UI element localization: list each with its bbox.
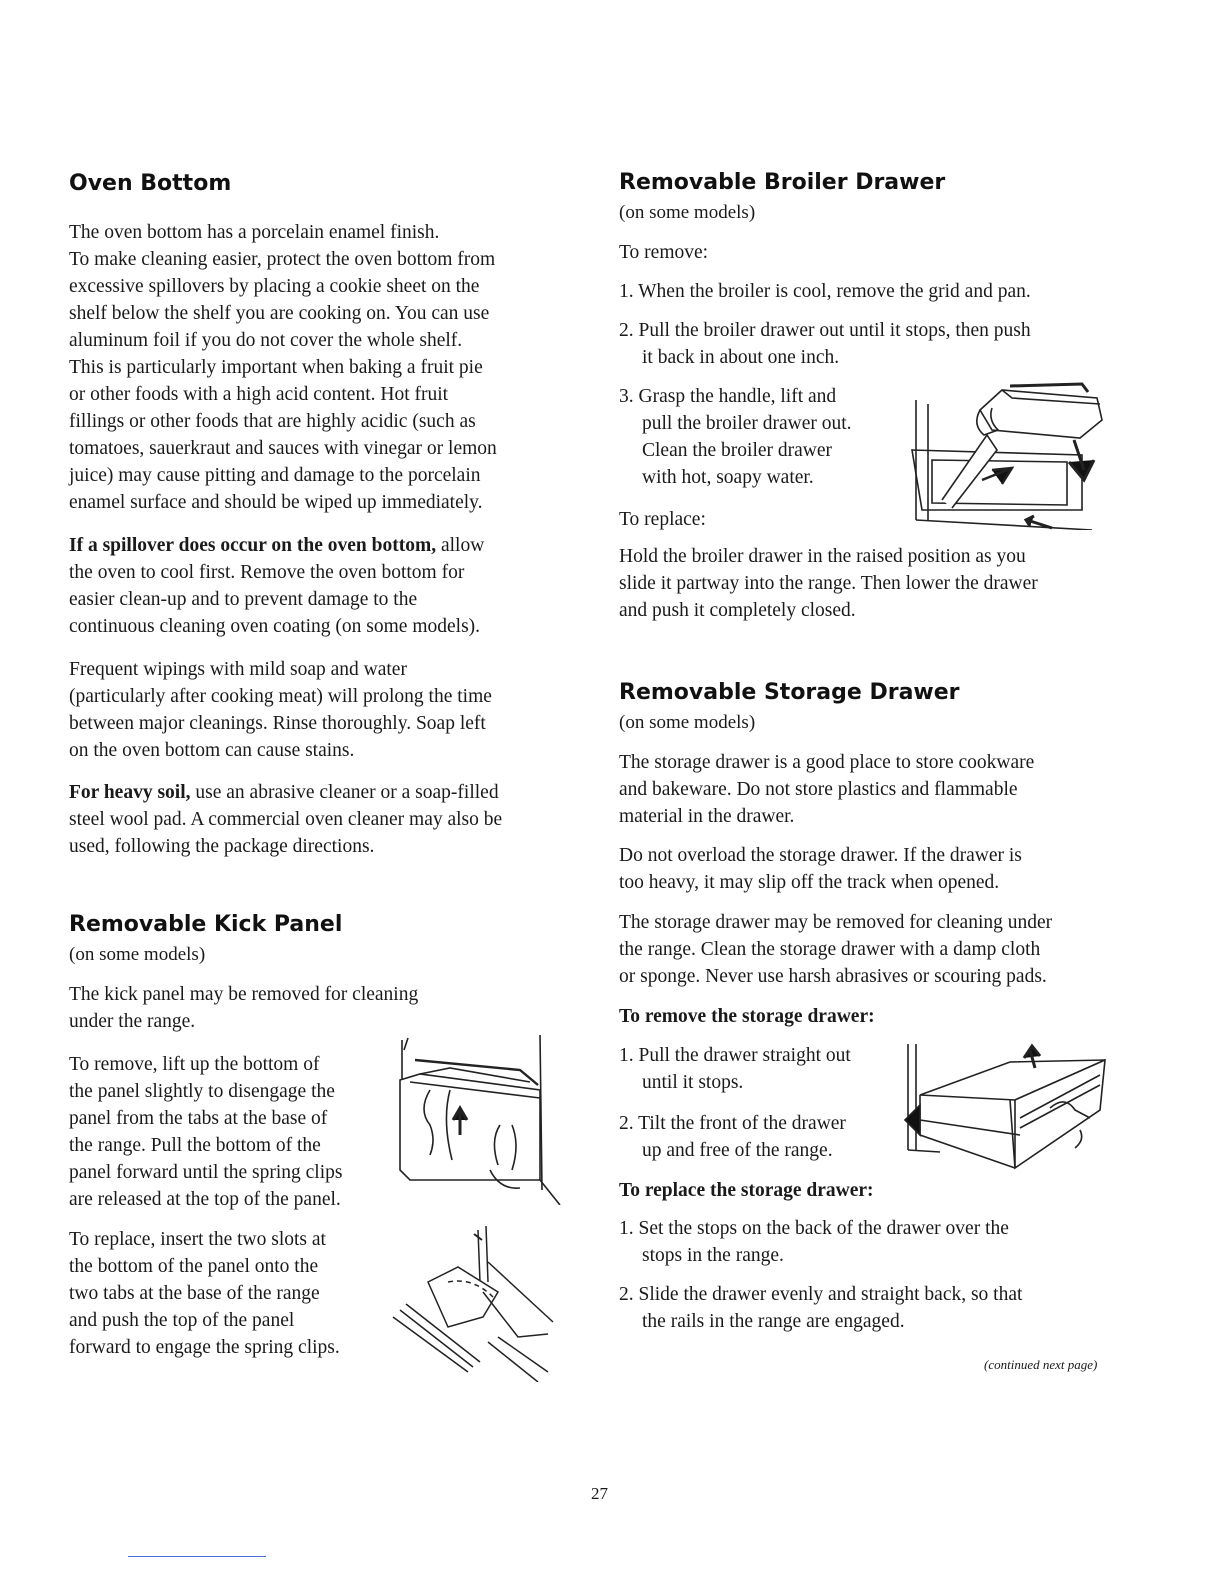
text-line: too heavy, it may slip off the track when opened. — [619, 872, 1000, 893]
text-line: This is particularly important when baking a fruit pie — [69, 357, 483, 378]
storage-drawer-illustration — [900, 1040, 1110, 1175]
bold-lead: For heavy soil, — [69, 782, 191, 803]
broiler-drawer-title: Removable Broiler Drawer — [619, 170, 946, 195]
list-item: Clean the broiler drawer — [642, 440, 833, 461]
text-line — [69, 533, 484, 560]
text-run: allow — [436, 535, 485, 556]
footer-rule — [128, 1556, 266, 1557]
text-line: and bakeware. Do not store plastics and flammable — [619, 779, 1018, 800]
text-run: To remove, — [69, 1054, 158, 1075]
text-line: The storage drawer may be removed for cleaning under — [619, 912, 1053, 933]
replace-storage-heading — [619, 1178, 874, 1205]
text-run: insert the two slots at — [155, 1229, 326, 1250]
list-item: until it stops. — [642, 1072, 744, 1093]
text-line: The kick panel may be removed for cleaning — [69, 984, 419, 1005]
list-item: 2. Pull the broiler drawer out until it stops, then push — [619, 320, 1031, 341]
list-item: stops in the range. — [642, 1245, 784, 1266]
list-item: 1. Set the stops on the back of the drawer over the — [619, 1218, 1009, 1239]
bold-heading: To replace the storage drawer: — [619, 1180, 874, 1201]
text-line: fillings or other foods that are highly acidic (such as — [69, 411, 476, 432]
text-line — [69, 780, 499, 807]
text-line: steel wool pad. A commercial oven cleaner may also be — [69, 809, 503, 830]
text-line: forward to engage the spring clips. — [69, 1337, 340, 1358]
text-line: panel from the tabs at the base of — [69, 1108, 328, 1129]
bold-heading: To remove the storage drawer: — [619, 1006, 875, 1027]
text-line: the range. Clean the storage drawer with a damp cloth — [619, 939, 1041, 960]
text-line: the bottom of the panel onto the — [69, 1256, 319, 1277]
text-line: Frequent wipings with mild soap and water — [69, 659, 407, 680]
text-line: Do not overload the storage drawer. If the drawer is — [619, 845, 1022, 866]
text-line: The storage drawer is a good place to store cookware — [619, 752, 1035, 773]
text-line: panel forward until the spring clips — [69, 1162, 343, 1183]
list-item: 3. Grasp the handle, lift and — [619, 386, 837, 407]
text-line: or sponge. Never use harsh abrasives or scouring pads. — [619, 966, 1047, 987]
kick-panel-subtitle: (on some models) — [69, 944, 206, 965]
text-line: aluminum foil if you do not cover the whole shelf. — [69, 330, 463, 351]
list-item: 2. Tilt the front of the drawer — [619, 1113, 846, 1134]
kick-panel-title: Removable Kick Panel — [69, 912, 343, 937]
text-line: are released at the top of the panel. — [69, 1189, 341, 1210]
text-line: the oven to cool first. Remove the oven bottom for — [69, 562, 465, 583]
list-item: up and free of the range. — [642, 1140, 833, 1161]
text-run: lift up the bottom of — [157, 1054, 320, 1075]
list-item: it back in about one inch. — [642, 347, 840, 368]
text-run: use an abrasive cleaner or a soap-filled — [190, 782, 499, 803]
text-line: tomatoes, sauerkraut and sauces with vinegar or lemon — [69, 438, 497, 459]
remove-storage-heading — [619, 1004, 875, 1031]
text-line: used, following the package directions. — [69, 836, 375, 857]
list-item: 1. Pull the drawer straight out — [619, 1045, 851, 1066]
text-line: easier clean-up and to prevent damage to the — [69, 589, 418, 610]
text-line: slide it partway into the range. Then lower the drawer — [619, 573, 1038, 594]
text-line: The oven bottom has a porcelain enamel finish. — [69, 222, 440, 243]
storage-drawer-subtitle: (on some models) — [619, 712, 756, 733]
text-line: enamel surface and should be wiped up immediately. — [69, 492, 483, 513]
text-line: juice) may cause pitting and damage to the porcelain — [69, 465, 481, 486]
to-remove-label: To remove: — [619, 242, 709, 263]
text-line: and push the top of the panel — [69, 1310, 295, 1331]
page-number: 27 — [591, 1484, 608, 1503]
text-run: To replace, — [69, 1229, 156, 1250]
to-replace-label: To replace: — [619, 509, 706, 530]
text-line: the range. Pull the bottom of the — [69, 1135, 321, 1156]
text-line: Hold the broiler drawer in the raised position as you — [619, 546, 1026, 567]
text-line: between major cleanings. Rinse thoroughly. Soap left — [69, 713, 486, 734]
text-line: under the range. — [69, 1011, 196, 1032]
text-line: To make cleaning easier, protect the oven bottom from — [69, 249, 496, 270]
storage-drawer-title: Removable Storage Drawer — [619, 680, 960, 705]
broiler-drawer-illustration — [902, 380, 1110, 530]
text-line: two tabs at the base of the range — [69, 1283, 320, 1304]
list-item: 2. Slide the drawer evenly and straight back, so that — [619, 1284, 1023, 1305]
oven-bottom-title: Oven Bottom — [69, 171, 232, 196]
text-line: continuous cleaning oven coating (on some models). — [69, 616, 481, 637]
text-line: on the oven bottom can cause stains. — [69, 740, 355, 761]
text-line: shelf below the shelf you are cooking on. You can use — [69, 303, 490, 324]
continued-note: (continued next page) — [984, 1357, 1098, 1372]
list-item: pull the broiler drawer out. — [642, 413, 852, 434]
list-item: the rails in the range are engaged. — [642, 1311, 905, 1332]
list-item: with hot, soapy water. — [642, 467, 814, 488]
text-line — [69, 1227, 326, 1254]
list-item: 1. When the broiler is cool, remove the grid and pan. — [619, 281, 1031, 302]
kick-panel-remove-illustration — [390, 1030, 565, 1205]
text-line: material in the drawer. — [619, 806, 795, 827]
text-line: or other foods with a high acid content. Hot fruit — [69, 384, 449, 405]
bold-lead: If a spillover does occur on the oven bottom, — [69, 535, 437, 556]
text-line: and push it completely closed. — [619, 600, 856, 621]
text-line: the panel slightly to disengage the — [69, 1081, 335, 1102]
text-line: (particularly after cooking meat) will prolong the time — [69, 686, 492, 707]
text-line: excessive spillovers by placing a cookie sheet on the — [69, 276, 480, 297]
broiler-drawer-subtitle: (on some models) — [619, 202, 756, 223]
kick-panel-replace-illustration — [388, 1222, 563, 1382]
text-line — [69, 1052, 319, 1079]
